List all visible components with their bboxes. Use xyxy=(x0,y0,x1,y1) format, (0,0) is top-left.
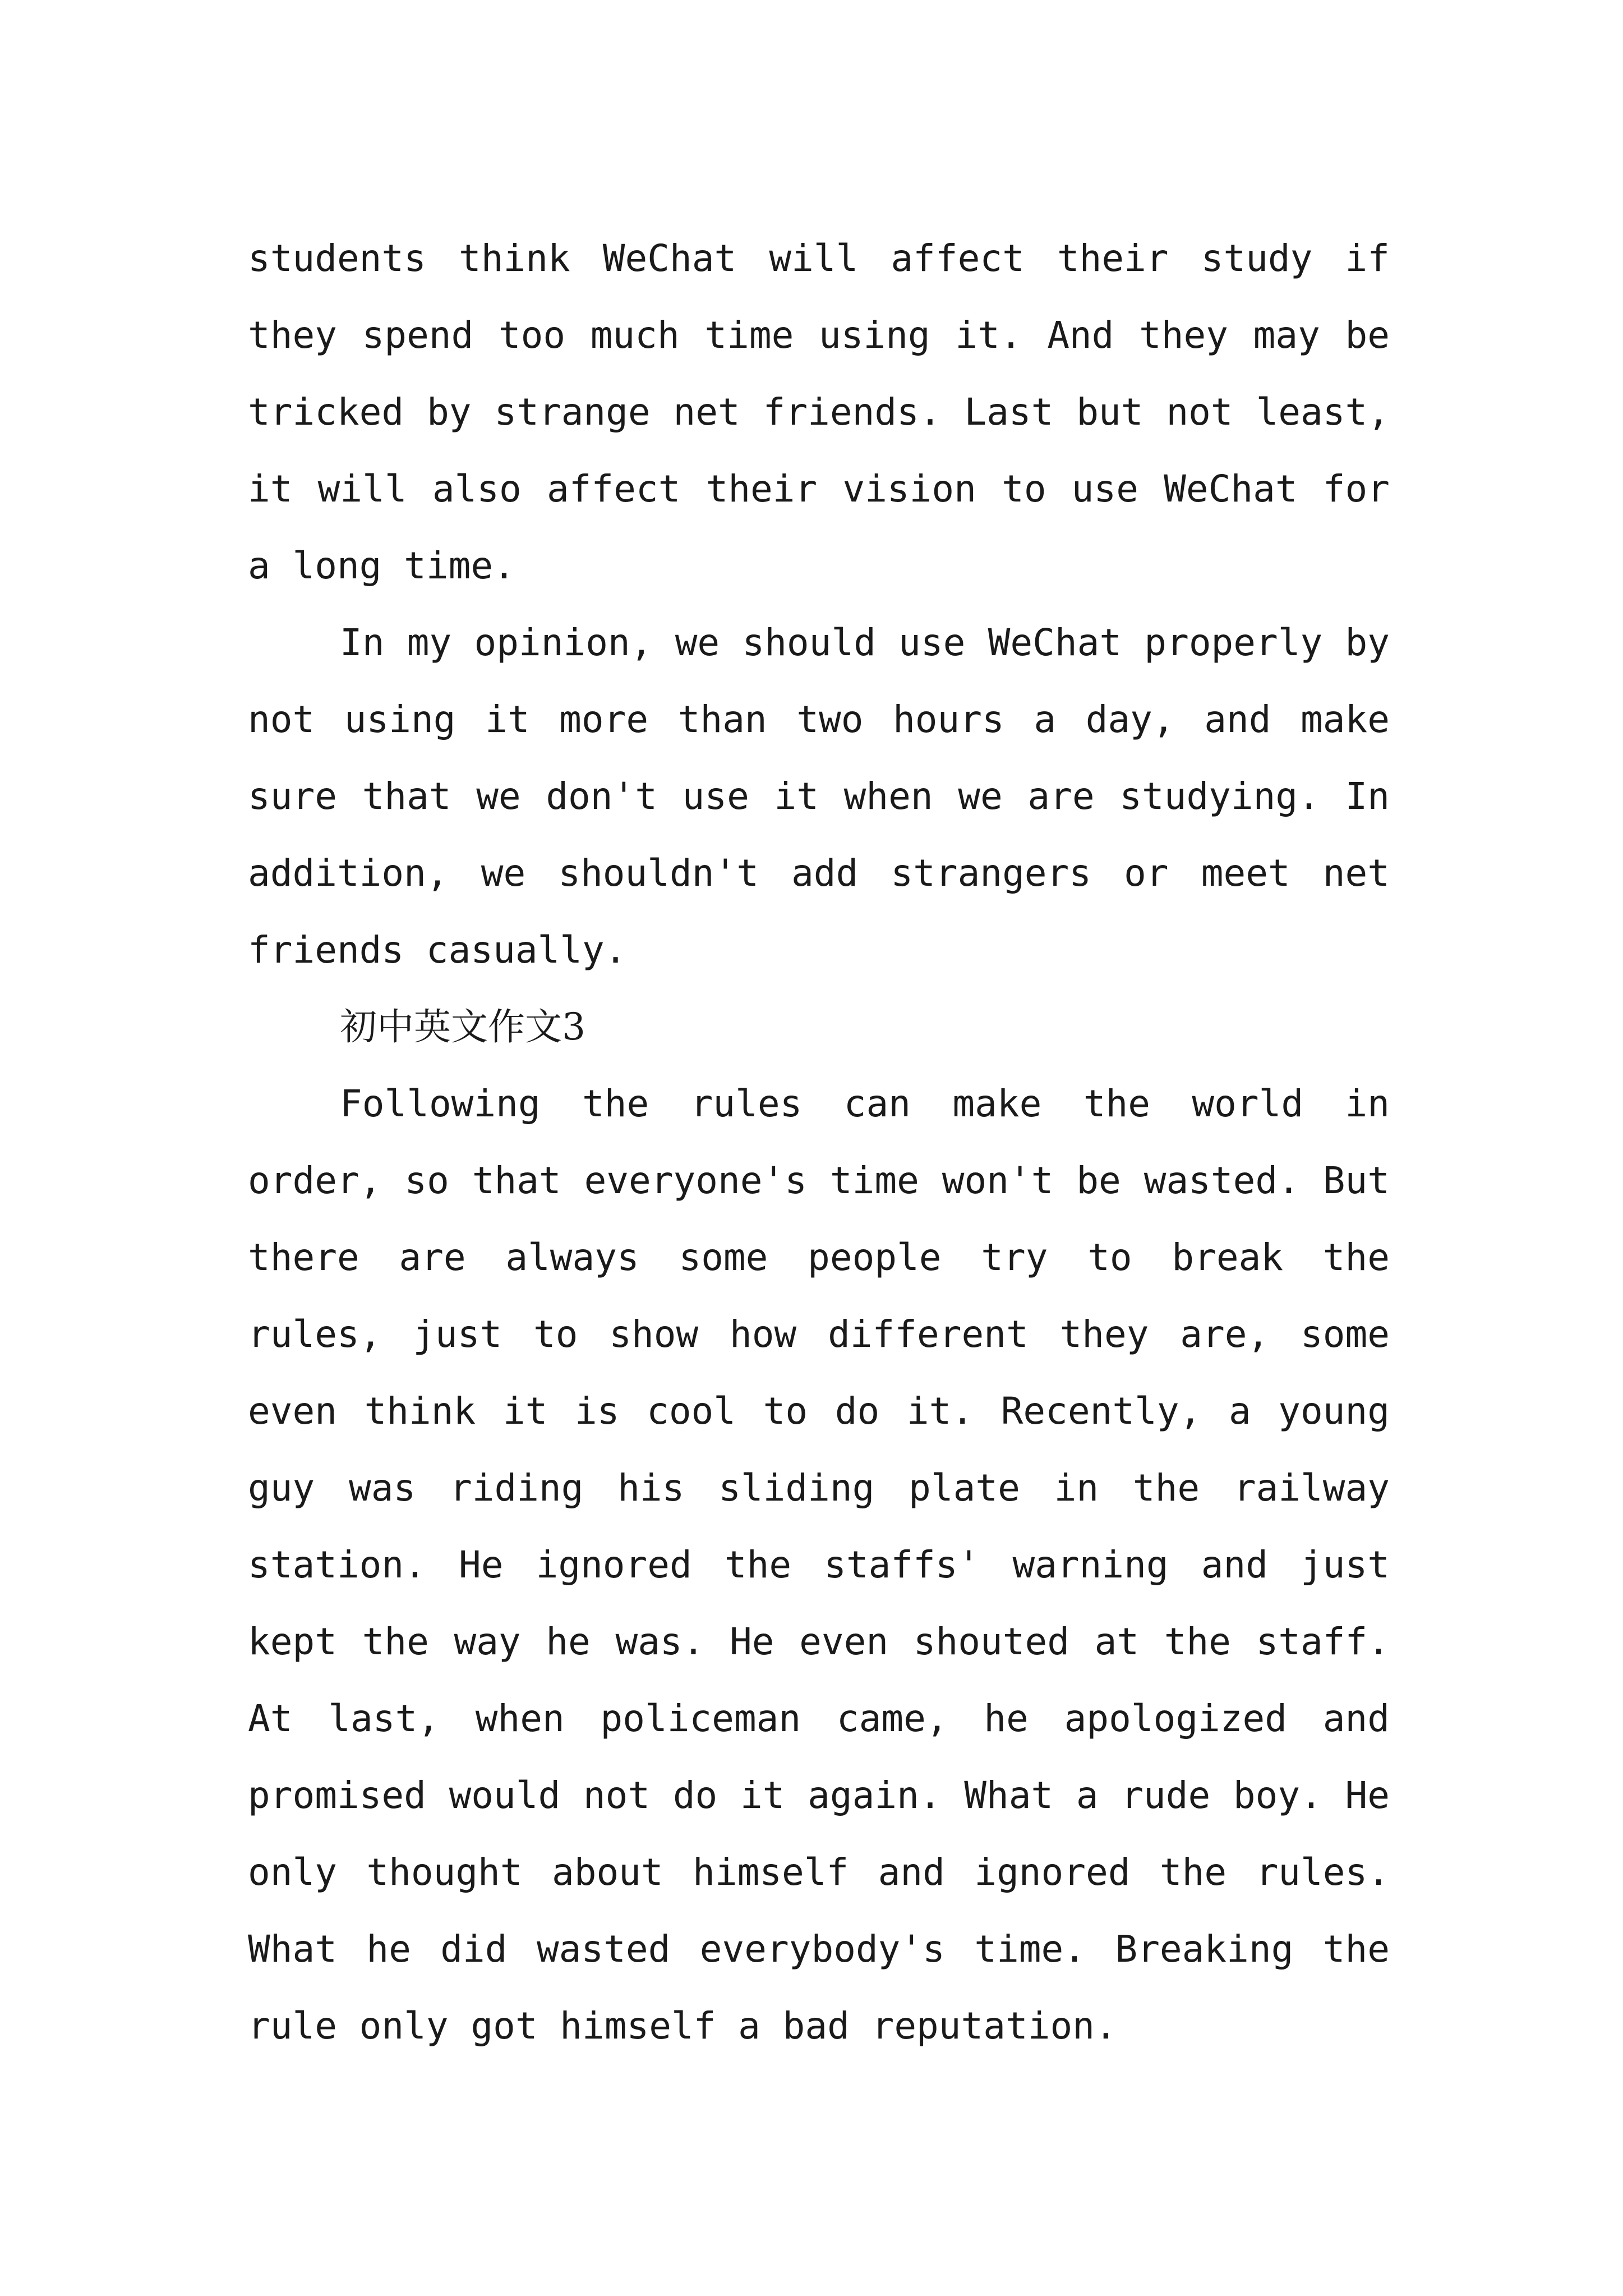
paragraph-essay-3: Following the rules can make the world in order, so that everyone's time won't be wasted. But there are always some people try to break the rules, just to show how different they are, some even think it is cool to do it. Recently, a young guy was riding his sliding plate in the railway station. He ignored the staffs' warning and just kept the way he was. He even shouted at the staff. At last, when policeman came, he apologized and promised would not do it again. What a rude boy. He only thought about himself and ignored the rules. What he did wasted everybody's time. Breaking the rule only got himself a bad reputation. xyxy=(248,1082,1390,2047)
section-heading: 初中英文作文3 xyxy=(340,1005,585,1048)
paragraph-opinion: In my opinion, we should use WeChat properly by not using it more than two hours a day, and make sure that we don't use it when we are studying. In addition, we shouldn't add strangers or meet net friends casually. xyxy=(248,621,1390,972)
paragraph-continuation: students think WeChat will affect their study if they spend too much time using it. And they may be tricked by strange net friends. Last but not least, it will also affect their vision to use WeChat for a long time. xyxy=(248,237,1390,587)
document-body xyxy=(248,220,1390,2064)
